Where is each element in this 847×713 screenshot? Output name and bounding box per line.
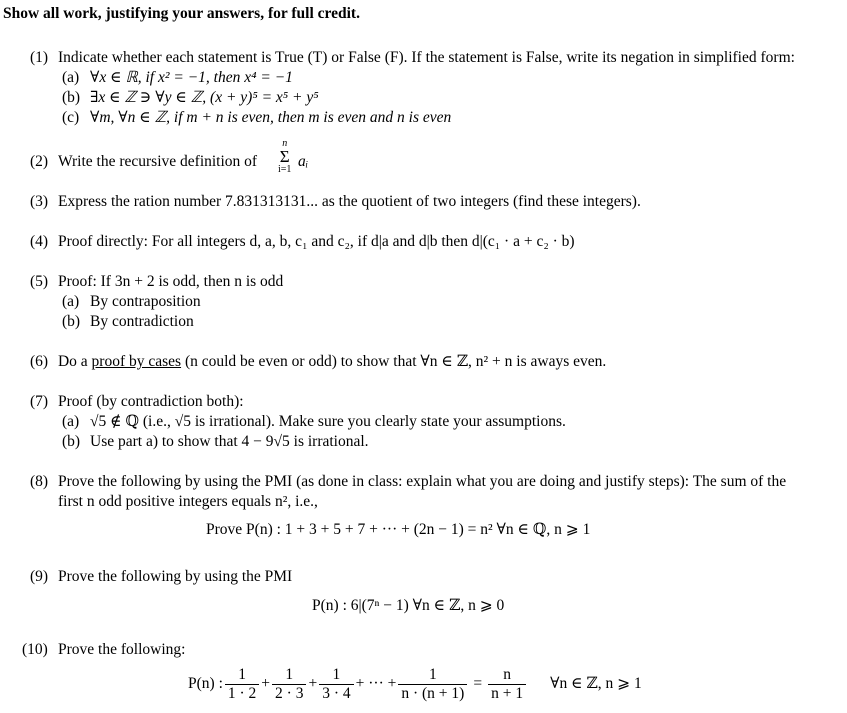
question-text: Proof directly: For all integers d, a, b, c₁ and c₂, if d|a and d|b then d|(c₁ · a + c₂ · b) xyxy=(58,233,575,250)
fraction-2 xyxy=(272,666,306,703)
equals-sign: = xyxy=(473,675,483,692)
fraction-numerator: 1 xyxy=(398,666,467,685)
question-number: (2) xyxy=(30,153,49,170)
quantifier: ∀n ∈ ℤ, n ⩾ 1 xyxy=(550,675,642,692)
sigma-symbol: Σ xyxy=(279,147,290,166)
part-text: √5 ∉ ℚ (i.e., √5 is irrational). Make sure you clearly state your assumptions. xyxy=(90,413,566,430)
fraction-denominator: 1 · 2 xyxy=(227,684,257,702)
fraction-numerator: 1 xyxy=(319,666,353,685)
question-number: (7) xyxy=(30,393,49,410)
fraction-numerator: n xyxy=(488,666,526,685)
proof-by-cases-link[interactable]: proof by cases xyxy=(91,353,182,370)
part-text: ∀x ∈ ℝ, if x² = −1, then x⁴ = −1 xyxy=(90,69,293,86)
fraction-numerator: 1 xyxy=(225,666,259,685)
question-number: (8) xyxy=(30,473,49,490)
fraction-4 xyxy=(398,666,467,703)
question-text: Indicate whether each statement is True (T) or False (F). If the statement is False, write its negation in simplified form: xyxy=(58,49,795,66)
part-label: (b) xyxy=(62,89,81,106)
question-number: (6) xyxy=(30,353,49,370)
question-text-line2: first n odd positive integers equals n², i.e., xyxy=(58,493,318,510)
fraction-1 xyxy=(225,666,259,703)
question-text: Prove the following by using the PMI xyxy=(58,568,293,585)
fraction-denominator: 2 · 3 xyxy=(275,684,304,702)
question-text: Express the ration number 7.831313131... as the quotient of two integers (find these integers). xyxy=(58,193,641,210)
sum-term: aᵢ xyxy=(298,153,309,170)
part-text: By contradiction xyxy=(90,313,194,330)
fraction-numerator: 1 xyxy=(272,666,306,685)
part-text: By contraposition xyxy=(90,293,201,310)
question-6 xyxy=(30,352,606,372)
fraction-denominator: n + 1 xyxy=(491,684,524,702)
fraction-denominator: n · (n + 1) xyxy=(401,684,465,702)
fraction-5 xyxy=(488,666,526,703)
formula-lhs: P(n) : xyxy=(188,675,223,692)
question-text: Prove the following: xyxy=(58,641,186,658)
part-text: Use part a) to show that 4 − 9√5 is irrational. xyxy=(90,433,369,450)
question-number: (10) xyxy=(22,641,48,658)
display-formula: Prove P(n) : 1 + 3 + 5 + 7 + ··· + (2n − 1) = n² ∀n ∈ ℚ, n ⩾ 1 xyxy=(206,521,591,538)
summation xyxy=(278,138,291,176)
part-text: ∃x ∈ ℤ ∋ ∀y ∈ ℤ, (x + y)⁵ = x⁵ + y⁵ xyxy=(90,89,319,106)
question-text: Write the recursive definition of xyxy=(58,153,258,170)
part-label: (b) xyxy=(62,313,81,330)
part-label: (b) xyxy=(62,433,81,450)
fraction-denominator: 3 · 4 xyxy=(322,684,351,702)
question-number: (1) xyxy=(30,49,49,66)
part-label: (c) xyxy=(62,109,80,126)
part-text: ∀m, ∀n ∈ ℤ, if m + n is even, then m is even and n is even xyxy=(90,109,452,126)
fraction-3 xyxy=(319,666,353,703)
display-formula xyxy=(188,664,642,704)
sum-upper-limit: n xyxy=(282,138,288,149)
part-label: (a) xyxy=(62,293,80,310)
part-label: (a) xyxy=(62,69,80,86)
plus-sign: + xyxy=(308,675,318,692)
question-number: (9) xyxy=(30,568,49,585)
question-text-post: (n could be even or odd) to show that ∀n ∈ ℤ, n² + n is aways even. xyxy=(184,353,607,370)
question-text: Proof (by contradiction both): xyxy=(58,393,244,410)
page-header: Show all work, justifying your answers, for full credit. xyxy=(3,5,360,22)
question-number: (3) xyxy=(30,193,49,210)
question-text: Proof: If 3n + 2 is odd, then n is odd xyxy=(58,273,284,290)
question-text-line1: Prove the following by using the PMI (as done in class: explain what you are doing and justify steps): The sum of the xyxy=(58,473,787,490)
display-formula: P(n) : 6|(7ⁿ − 1) ∀n ∈ ℤ, n ⩾ 0 xyxy=(312,597,505,614)
sum-lower-limit: i=1 xyxy=(278,164,292,175)
question-number: (5) xyxy=(30,273,49,290)
question-number: (4) xyxy=(30,233,49,250)
question-text-pre: Do a xyxy=(57,353,88,370)
plus-sign: + xyxy=(261,675,271,692)
ellipsis-sum: + ··· + xyxy=(355,675,397,692)
part-label: (a) xyxy=(62,413,80,430)
